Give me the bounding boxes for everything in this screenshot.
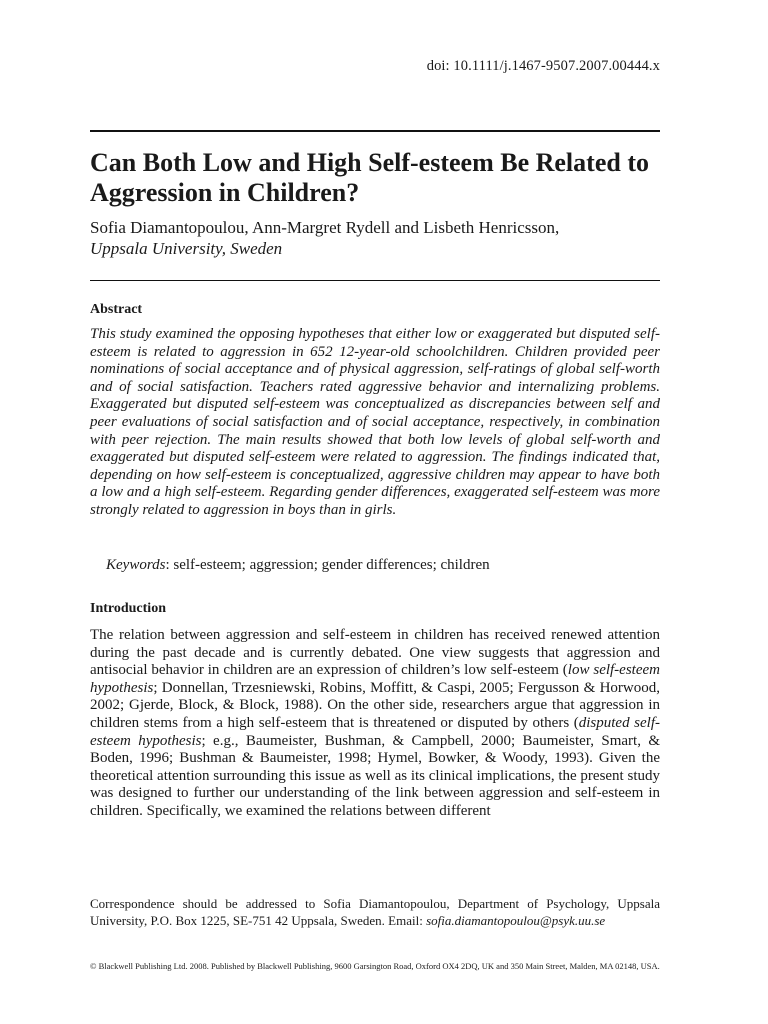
intro-emphasis-1: low self-esteem hypothesis — [90, 662, 660, 696]
author-names: Sofia Diamantopoulou, Ann-Margret Rydell and Lisbeth Henricsson, — [90, 218, 560, 237]
intro-text-part-1: The relation between aggression and self-esteem in children has received renewed attention during the past decade and is currently debated. One view suggests that aggression and antisocial behavior in children are an expression of children’s low self-esteem ( — [90, 627, 660, 679]
author-affiliation: Uppsala University, Sweden — [90, 239, 283, 258]
header-bottom-rule — [90, 280, 660, 281]
keywords-values: : self-esteem; aggression; gender differences; children — [165, 557, 490, 573]
introduction-heading: Introduction — [90, 601, 166, 616]
correspondence-email: sofia.diamantopoulou@psyk.uu.se — [426, 913, 606, 928]
introduction-paragraph — [90, 627, 660, 821]
keywords-line — [106, 557, 666, 574]
abstract-text: This study examined the opposing hypotheses that either low or exaggerated but disputed self-esteem is related to aggression in 652 12-year-old schoolchildren. Children provided peer nominations of social acceptance and of physical aggression, self-ratings of global self-worth and of social satisfaction. Teachers rated aggressive behavior and internalizing problems. Exaggerated but disputed self-esteem was conceptualized as discrepancies between self and peer evaluations of social satisfaction and of social acceptance, respectively, in combination with peer rejection. The main results showed that both low levels of global self-worth and exaggerated but disputed self-esteem were related to aggression. The findings indicated that, depending on how self-esteem is conceptualized, aggressive children may appear to have both a low and a high self-esteem. Regarding gender differences, exaggerated self-esteem was more strongly related to aggression in boys than in girls. — [90, 326, 660, 518]
author-block — [90, 217, 670, 259]
title-top-rule — [90, 130, 660, 132]
doi-line: doi: 10.1111/j.1467-9507.2007.00444.x — [426, 58, 660, 74]
correspondence-text: Correspondence should be addressed to Sofia Diamantopoulou, Department of Psychology, Uppsala University, P.O. Box 1225, SE-751 42 Uppsala, Sweden. Email: — [90, 896, 660, 928]
correspondence-note — [90, 895, 660, 929]
intro-emphasis-2: disputed self-esteem hypothesis — [90, 714, 660, 749]
intro-text-part-2: ; Donnellan, Trzesniewski, Robins, Moffitt, & Caspi, 2005; Fergusson & Horwood, 2002; Gjerde, Block, & Block, 1988). On the other side, researchers argue that aggression in children stems from a high self-esteem that is threatened or disputed by others ( — [90, 679, 660, 731]
keywords-label: Keywords — [106, 557, 166, 573]
copyright-notice: © Blackwell Publishing Ltd. 2008. Published by Blackwell Publishing, 9600 Garsington Road, Oxford OX4 2DQ, UK and 350 Main Street, Malden, MA 02148, USA. — [90, 961, 660, 971]
abstract-heading: Abstract — [90, 302, 143, 317]
article-title: Can Both Low and High Self-esteem Be Related to Aggression in Children? — [90, 148, 649, 207]
intro-text-part-3: ; e.g., Baumeister, Bushman, & Campbell, 2000; Baumeister, Smart, & Boden, 1996; Bushman & Baumeister, 1998; Hymel, Bowker, & Woody, 1993). Given the theoretical attention surrounding this issue as well as its clinical implications, the present study was designed to further our understanding of the link between aggression and self-esteem in children. Specifically, we examined the relations between different — [90, 732, 660, 819]
